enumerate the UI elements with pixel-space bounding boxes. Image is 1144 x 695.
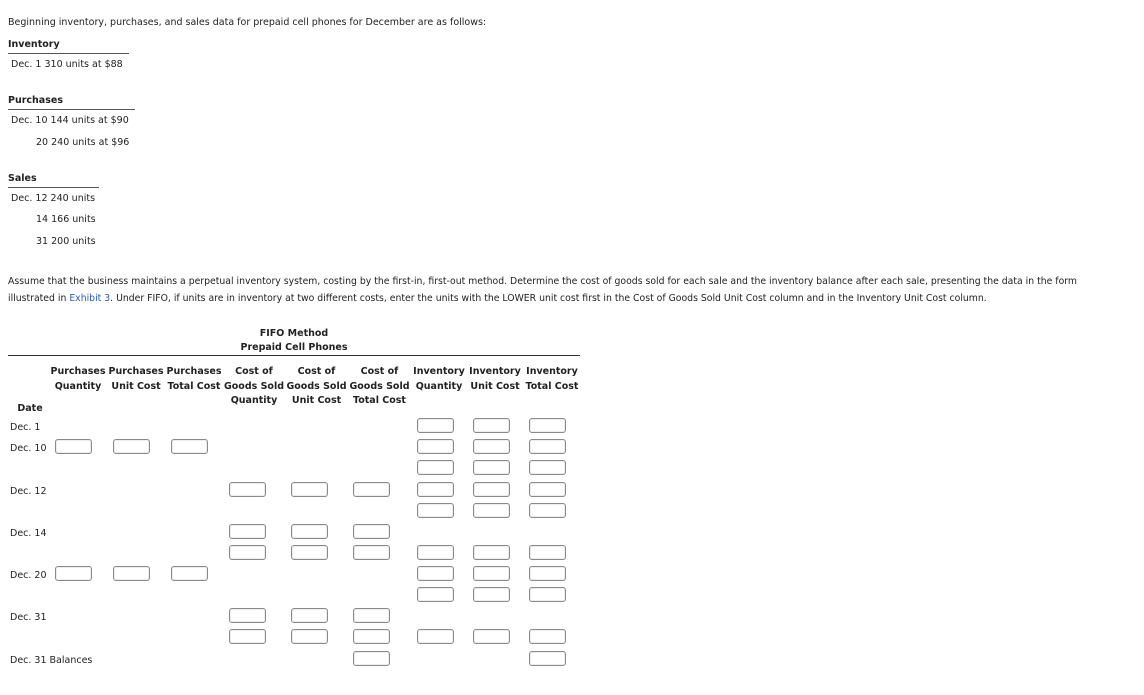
dec-31-inventory-quantity-input[interactable] <box>417 629 454 644</box>
dec-10-inventory-quantity-input-1[interactable] <box>417 439 454 454</box>
dec-10-inventory-unit-cost-input-2[interactable] <box>473 460 510 475</box>
instructions-line-2 <box>8 293 987 304</box>
intro-text: Beginning inventory, purchases, and sales data for prepaid cell phones for December are as follows: <box>8 17 487 28</box>
dec-31-inventory-total-cost-input[interactable] <box>529 629 566 644</box>
dec-10-purchases-quantity-input[interactable] <box>55 439 92 454</box>
dec-14-cogs-total-cost-input-1[interactable] <box>353 524 390 539</box>
dec-31-cogs-total-cost-input-2[interactable] <box>353 629 390 644</box>
purchase-line-2: 20 240 units at $96 <box>36 137 130 148</box>
dec-12-cogs-quantity-input[interactable] <box>229 482 266 497</box>
dec-31-cogs-total-cost-input-1[interactable] <box>353 608 390 623</box>
dec-1-inventory-total-cost-input[interactable] <box>529 418 566 433</box>
dec-10-purchases-unit-cost-input[interactable] <box>113 439 150 454</box>
row-label-dec-31: Dec. 31 <box>10 612 47 623</box>
dec-12-inventory-total-cost-input-2[interactable] <box>529 503 566 518</box>
header-inventory-total-cost: Inventory Total Cost <box>525 366 579 392</box>
header-purchases-unit-cost: Purchases Unit Cost <box>108 366 164 392</box>
instructions-line-1: Assume that the business maintains a perpetual inventory system, costing by the first-in, first-out method. Determine the cost of goods sold for each sale and the inventory balance after each sale, presenting the data in the form <box>8 276 1077 287</box>
header-purchases-total-cost: Purchases Total Cost <box>166 366 222 392</box>
row-label-dec-10: Dec. 10 <box>10 443 47 454</box>
sales-underline <box>8 187 99 188</box>
dec-20-inventory-quantity-input-2[interactable] <box>417 587 454 602</box>
dec-14-cogs-quantity-input-1[interactable] <box>229 524 266 539</box>
header-inventory-quantity: Inventory Quantity <box>413 366 465 392</box>
dec-12-inventory-quantity-input-2[interactable] <box>417 503 454 518</box>
dec-14-cogs-unit-cost-input-1[interactable] <box>291 524 328 539</box>
inventory-underline <box>8 53 129 54</box>
dec-14-cogs-quantity-input-2[interactable] <box>229 545 266 560</box>
sales-line-1: Dec. 12 240 units <box>11 193 96 204</box>
dec-20-inventory-unit-cost-input-2[interactable] <box>473 587 510 602</box>
dec-31-inventory-unit-cost-input[interactable] <box>473 629 510 644</box>
dec-14-inventory-quantity-input[interactable] <box>417 545 454 560</box>
purchase-line-1: Dec. 10 144 units at $90 <box>11 115 129 126</box>
row-label-dec-1: Dec. 1 <box>10 422 41 433</box>
dec-12-cogs-total-cost-input[interactable] <box>353 482 390 497</box>
dec-10-purchases-total-cost-input[interactable] <box>171 439 208 454</box>
dec-31-cogs-quantity-input-2[interactable] <box>229 629 266 644</box>
dec-31-balances-inventory-total-cost-input[interactable] <box>529 651 566 666</box>
sales-heading: Sales <box>8 173 37 184</box>
header-cogs-unit-cost: Cost of Goods Sold Unit Cost <box>286 366 347 406</box>
purchases-heading: Purchases <box>8 95 63 106</box>
dec-20-purchases-total-cost-input[interactable] <box>171 566 208 581</box>
header-cogs-quantity: Cost of Goods Sold Quantity <box>223 366 285 406</box>
header-date: Date <box>17 403 43 414</box>
dec-14-inventory-unit-cost-input[interactable] <box>473 545 510 560</box>
dec-1-inventory-unit-cost-input[interactable] <box>473 418 510 433</box>
dec-31-balances-cogs-total-cost-input[interactable] <box>353 651 390 666</box>
dec-1-inventory-quantity-input[interactable] <box>417 418 454 433</box>
dec-20-inventory-total-cost-input-2[interactable] <box>529 587 566 602</box>
dec-20-inventory-total-cost-input-1[interactable] <box>529 566 566 581</box>
header-cogs-total-cost: Cost of Goods Sold Total Cost <box>349 366 410 406</box>
dec-10-inventory-unit-cost-input-1[interactable] <box>473 439 510 454</box>
table-title-rule <box>8 355 580 356</box>
sales-line-3: 31 200 units <box>36 236 96 247</box>
dec-31-cogs-quantity-input-1[interactable] <box>229 608 266 623</box>
dec-20-inventory-unit-cost-input-1[interactable] <box>473 566 510 581</box>
header-purchases-quantity: Purchases Quantity <box>50 366 106 392</box>
dec-10-inventory-total-cost-input-1[interactable] <box>529 439 566 454</box>
row-label-dec-14: Dec. 14 <box>10 528 47 539</box>
sales-line-2: 14 166 units <box>36 214 96 225</box>
dec-14-cogs-total-cost-input-2[interactable] <box>353 545 390 560</box>
table-subtitle: Prepaid Cell Phones <box>240 342 348 353</box>
dec-12-inventory-total-cost-input-1[interactable] <box>529 482 566 497</box>
instructions-line-2-pre: illustrated in <box>8 293 70 304</box>
row-label-dec-31-balances: Dec. 31 Balances <box>10 655 93 666</box>
dec-10-inventory-quantity-input-2[interactable] <box>417 460 454 475</box>
dec-20-purchases-unit-cost-input[interactable] <box>113 566 150 581</box>
exhibit-3-link[interactable]: Exhibit 3 <box>69 293 111 304</box>
dec-31-cogs-unit-cost-input-1[interactable] <box>291 608 328 623</box>
inventory-heading: Inventory <box>8 39 60 50</box>
dec-12-inventory-unit-cost-input-1[interactable] <box>473 482 510 497</box>
instructions-line-2-post: . Under FIFO, if units are in inventory at two different costs, enter the units with the LOWER unit cost first in the Cost of Goods Sold Unit Cost column and in the Inventory Unit Cost column. <box>110 293 987 304</box>
dec-14-inventory-total-cost-input[interactable] <box>529 545 566 560</box>
row-label-dec-20: Dec. 20 <box>10 570 47 581</box>
dec-31-cogs-unit-cost-input-2[interactable] <box>291 629 328 644</box>
dec-10-inventory-total-cost-input-2[interactable] <box>529 460 566 475</box>
dec-20-purchases-quantity-input[interactable] <box>55 566 92 581</box>
dec-14-cogs-unit-cost-input-2[interactable] <box>291 545 328 560</box>
inventory-line: Dec. 1 310 units at $88 <box>11 59 123 70</box>
dec-12-cogs-unit-cost-input[interactable] <box>291 482 328 497</box>
purchases-underline <box>8 109 135 110</box>
dec-20-inventory-quantity-input-1[interactable] <box>417 566 454 581</box>
dec-12-inventory-unit-cost-input-2[interactable] <box>473 503 510 518</box>
dec-12-inventory-quantity-input-1[interactable] <box>417 482 454 497</box>
header-inventory-unit-cost: Inventory Unit Cost <box>469 366 521 392</box>
row-label-dec-12: Dec. 12 <box>10 486 47 497</box>
table-title: FIFO Method <box>259 328 329 339</box>
